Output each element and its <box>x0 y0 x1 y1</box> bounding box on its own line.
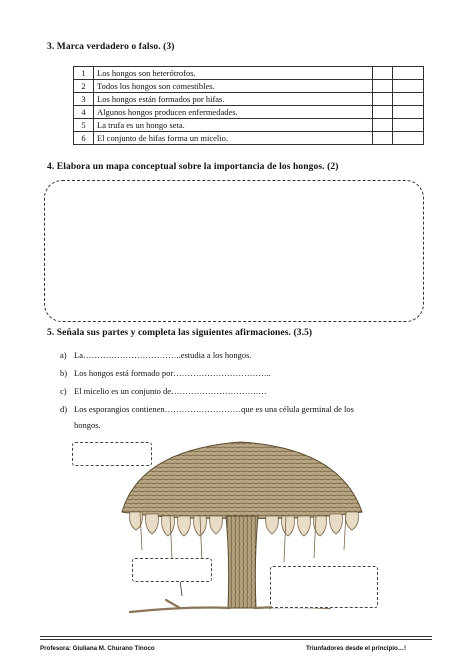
section3-heading: 3. Marca verdadero o falso. (3) <box>47 42 175 52</box>
tf-answer-cell-1[interactable] <box>373 80 393 93</box>
tf-row <box>74 119 424 132</box>
tf-row-number: 1 <box>74 67 94 80</box>
tf-answer-cell-1[interactable] <box>373 119 393 132</box>
tf-answer-cell-2[interactable] <box>393 132 424 145</box>
tf-answer-cell-2[interactable] <box>393 93 424 106</box>
tf-answer-cell-1[interactable] <box>373 67 393 80</box>
tf-row-statement: Los hongos son heterótrofos. <box>94 67 373 80</box>
tf-answer-cell-2[interactable] <box>393 80 424 93</box>
tf-row-statement: Todos los hongos son comestibles. <box>94 80 373 93</box>
sentence-text[interactable]: El micelio es un conjunto de………………………….… <box>74 386 267 396</box>
footer-motto: Triunfadores desde el principio…! <box>306 645 407 652</box>
tf-answer-cell-2[interactable] <box>393 119 424 132</box>
tf-row-number: 4 <box>74 106 94 119</box>
footer-rule-thin <box>40 639 432 640</box>
mushroom-cap <box>122 442 362 518</box>
tf-answer-cell-1[interactable] <box>373 93 393 106</box>
tf-row-statement: El conjunto de hifas forma un micelio. <box>94 132 373 145</box>
tf-row-number: 2 <box>74 80 94 93</box>
label-box-top-left[interactable] <box>72 442 152 466</box>
tf-row <box>74 93 424 106</box>
tf-answer-cell-2[interactable] <box>393 106 424 119</box>
sentence-text[interactable]: Los esporangios contienen………………………que es una célula germinal de los <box>74 404 354 414</box>
sentence-label: d) <box>60 404 68 414</box>
sentence-text[interactable]: hongos. <box>74 420 101 430</box>
section4-heading: 4. Elabora un mapa conceptual sobre la importancia de los hongos. (2) <box>47 162 339 172</box>
label-box-bottom-left[interactable] <box>132 558 212 582</box>
sentence-text[interactable]: La……………………………..estudia a los hongos. <box>74 350 252 360</box>
tf-row-statement: La trufa es un hongo seta. <box>94 119 373 132</box>
tf-row-statement: Algunos hongos producen enfermedades. <box>94 106 373 119</box>
section5-heading: 5. Señala sus partes y completa las siguientes afirmaciones. (3.5) <box>47 328 313 338</box>
tf-row-number: 3 <box>74 93 94 106</box>
sentence-label: a) <box>60 350 67 360</box>
tf-row-statement: Los hongos están formados por hifas. <box>94 93 373 106</box>
mushroom-stem <box>226 516 258 608</box>
tf-row <box>74 67 424 80</box>
tf-answer-cell-1[interactable] <box>373 132 393 145</box>
sentence-text[interactable]: Los hongos está formado por…………………………….. <box>74 368 271 378</box>
tf-answer-cell-1[interactable] <box>373 106 393 119</box>
sentence-label: c) <box>60 386 67 396</box>
true-false-table <box>73 66 424 145</box>
footer-teacher: Profesora: Giuliana M. Churano Tinoco <box>40 645 155 652</box>
tf-row <box>74 106 424 119</box>
sentence-label: b) <box>60 368 68 378</box>
concept-map-area[interactable] <box>44 180 424 322</box>
footer-rule <box>40 636 432 637</box>
tf-row-number: 6 <box>74 132 94 145</box>
tf-row <box>74 80 424 93</box>
tf-row <box>74 132 424 145</box>
tf-answer-cell-2[interactable] <box>393 67 424 80</box>
label-box-right[interactable] <box>270 566 378 608</box>
tf-row-number: 5 <box>74 119 94 132</box>
